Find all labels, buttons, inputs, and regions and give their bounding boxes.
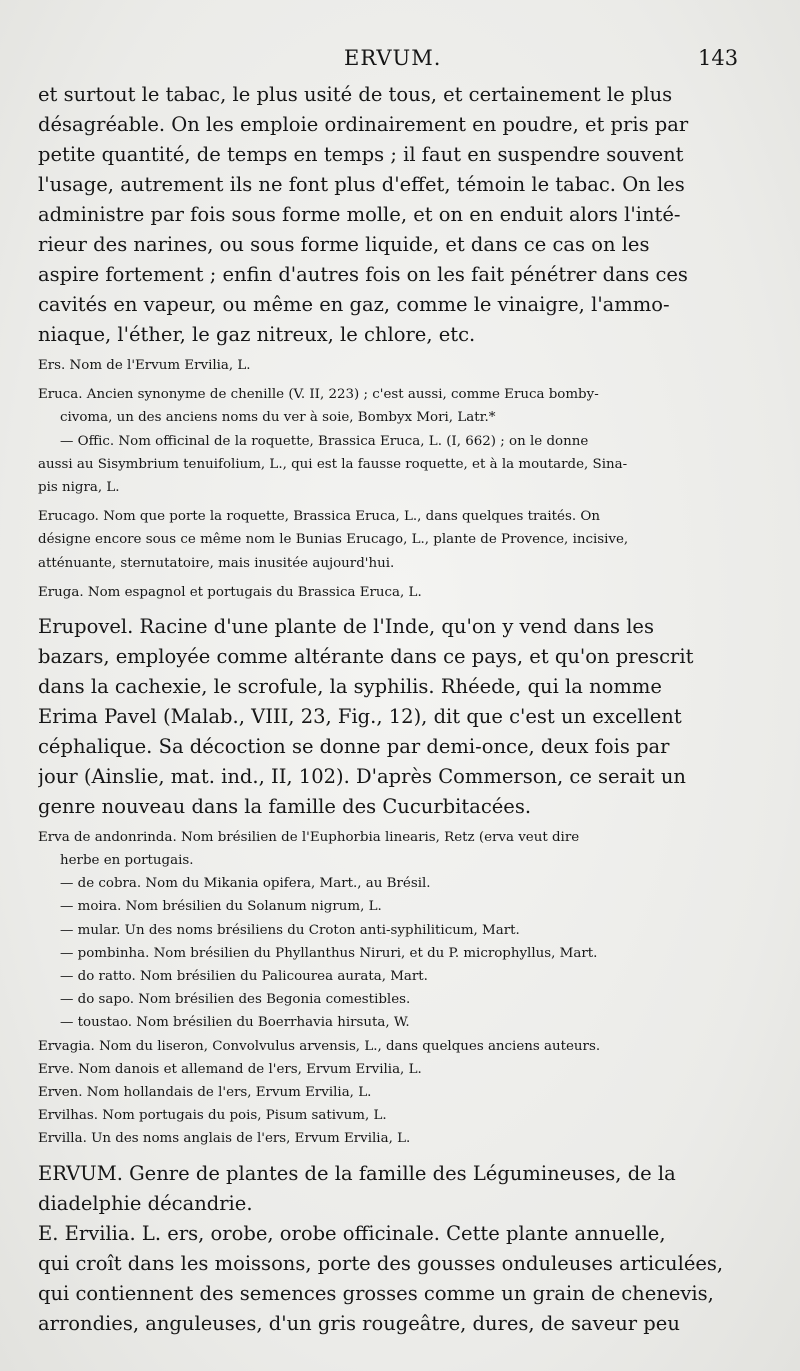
text-line: qui contiennent des semences grosses comme un grain de chenevis, [38, 1281, 714, 1305]
text-line: diadelphie décandrie. [38, 1191, 253, 1215]
page-header [0, 46, 800, 76]
text-line: cavités en vapeur, ou même en gaz, comme le vinaigre, l'ammo- [38, 293, 670, 316]
text-line: genre nouveau dans la famille des Cucurbitacées. [38, 794, 532, 818]
entry-line: — Offic. Nom officinal de la roquette, Brassica Eruca, L. (I, 662) ; on le donne [60, 433, 589, 449]
entry-line: — pombinha. Nom brésilien du Phyllanthus Niruri, et du P. microphyllus, Mart. [60, 945, 598, 961]
text-line: E. Ervilia. L. ers, orobe, orobe officinale. Cette plante annuelle, [38, 1221, 666, 1245]
entry-line: civoma, un des anciens noms du ver à soie, Bombyx Mori, Latr.* [60, 410, 496, 426]
entry-line: Ervilla. Un des noms anglais de l'ers, Ervum Ervilia, L. [38, 1131, 411, 1147]
entry-line: pis nigra, L. [38, 479, 120, 495]
running-head: ERVUM. [344, 46, 442, 70]
text-line: arrondies, anguleuses, d'un gris rougeâtre, dures, de saveur peu [38, 1311, 680, 1335]
paragraph-tabac-continuation [38, 80, 730, 350]
entry-line: — mular. Un des noms brésiliens du Croton anti-syphiliticum, Mart. [60, 922, 520, 938]
entry-line: herbe en portugais. [60, 853, 194, 869]
text-line: bazars, employée comme altérante dans ce pays, et qu'on prescrit [38, 644, 694, 668]
entry-line: Eruca. Ancien synonyme de chenille (V. II, 223) ; c'est aussi, comme Eruca bomby- [38, 387, 599, 403]
entry-line: Ervagia. Nom du liseron, Convolvulus arvensis, L., dans quelques anciens auteurs. [38, 1038, 601, 1054]
entry-line: Erven. Nom hollandais de l'ers, Ervum Ervilia, L. [38, 1084, 372, 1100]
entry-line: — do sapo. Nom brésilien des Begonia comestibles. [60, 992, 411, 1008]
text-line: Erima Pavel (Malab., VIII, 23, Fig., 12), dit que c'est un excellent [38, 704, 682, 728]
entry-line: — do ratto. Nom brésilien du Palicourea aurata, Mart. [60, 969, 428, 984]
entry-line: désigne encore sous ce même nom le Bunias Erucago, L., plante de Provence, incisive, [38, 532, 629, 548]
text-line: niaque, l'éther, le gaz nitreux, le chlore, etc. [38, 323, 476, 346]
text-line: désagréable. On les emploie ordinairement en poudre, et pris par [38, 113, 689, 136]
entry-line: aussi au Sisymbrium tenuifolium, L., qui est la fausse roquette, et à la moutarde, Sina- [38, 456, 628, 472]
page-body [38, 80, 730, 1339]
entry-line: — toustao. Nom brésilien du Boerrhavia hirsuta, W. [60, 1015, 410, 1031]
paragraph-erupovel [38, 612, 730, 822]
paragraph-ervum [38, 1159, 730, 1339]
entry-line: Erve. Nom danois et allemand de l'ers, Ervum Ervilia, L. [38, 1061, 422, 1077]
entry-line: — de cobra. Nom du Mikania opifera, Mart., au Brésil. [60, 876, 431, 892]
entry-line: Erucago. Nom que porte la roquette, Brassica Eruca, L., dans quelques traités. On [38, 509, 600, 525]
entries-erva-ervilla [38, 826, 730, 1151]
page-number: 143 [698, 46, 739, 70]
entry-line: Eruga. Nom espagnol et portugais du Brassica Eruca, L. [38, 584, 422, 600]
text-line: petite quantité, de temps en temps ; il faut en suspendre souvent [38, 143, 684, 166]
entry-line: Ers. Nom de l'Ervum Ervilia, L. [38, 358, 251, 373]
text-line: qui croît dans les moissons, porte des gousses onduleuses articulées, [38, 1251, 724, 1275]
text-line: l'usage, autrement ils ne font plus d'effet, témoin le tabac. On les [38, 173, 685, 196]
entry-line: Ervilhas. Nom portugais du pois, Pisum sativum, L. [38, 1108, 387, 1124]
entries-ers-eruga [38, 354, 730, 604]
text-line: et surtout le tabac, le plus usité de tous, et certainement le plus [38, 83, 673, 106]
entry-line: atténuante, sternutatoire, mais inusitée aujourd'hui. [38, 555, 395, 571]
text-line: dans la cachexie, le scrofule, la syphilis. Rhéede, qui la nomme [38, 674, 662, 698]
text-line: Erupovel. Racine d'une plante de l'Inde, qu'on y vend dans les [38, 614, 654, 638]
text-line: rieur des narines, ou sous forme liquide, et dans ce cas on les [38, 233, 650, 256]
text-line: administre par fois sous forme molle, et on en enduit alors l'inté- [38, 203, 681, 226]
text-line: ERVUM. Genre de plantes de la famille des Légumineuses, de la [38, 1161, 676, 1185]
text-line: aspire fortement ; enfin d'autres fois on les fait pénétrer dans ces [38, 263, 688, 286]
text-line: céphalique. Sa décoction se donne par demi-once, deux fois par [38, 734, 670, 758]
text-line: jour (Ainslie, mat. ind., II, 102). D'après Commerson, ce serait un [38, 764, 686, 788]
entry-line: Erva de andonrinda. Nom brésilien de l'Euphorbia linearis, Retz (erva veut dire [38, 829, 580, 845]
entry-line: — moira. Nom brésilien du Solanum nigrum, L. [60, 899, 382, 915]
